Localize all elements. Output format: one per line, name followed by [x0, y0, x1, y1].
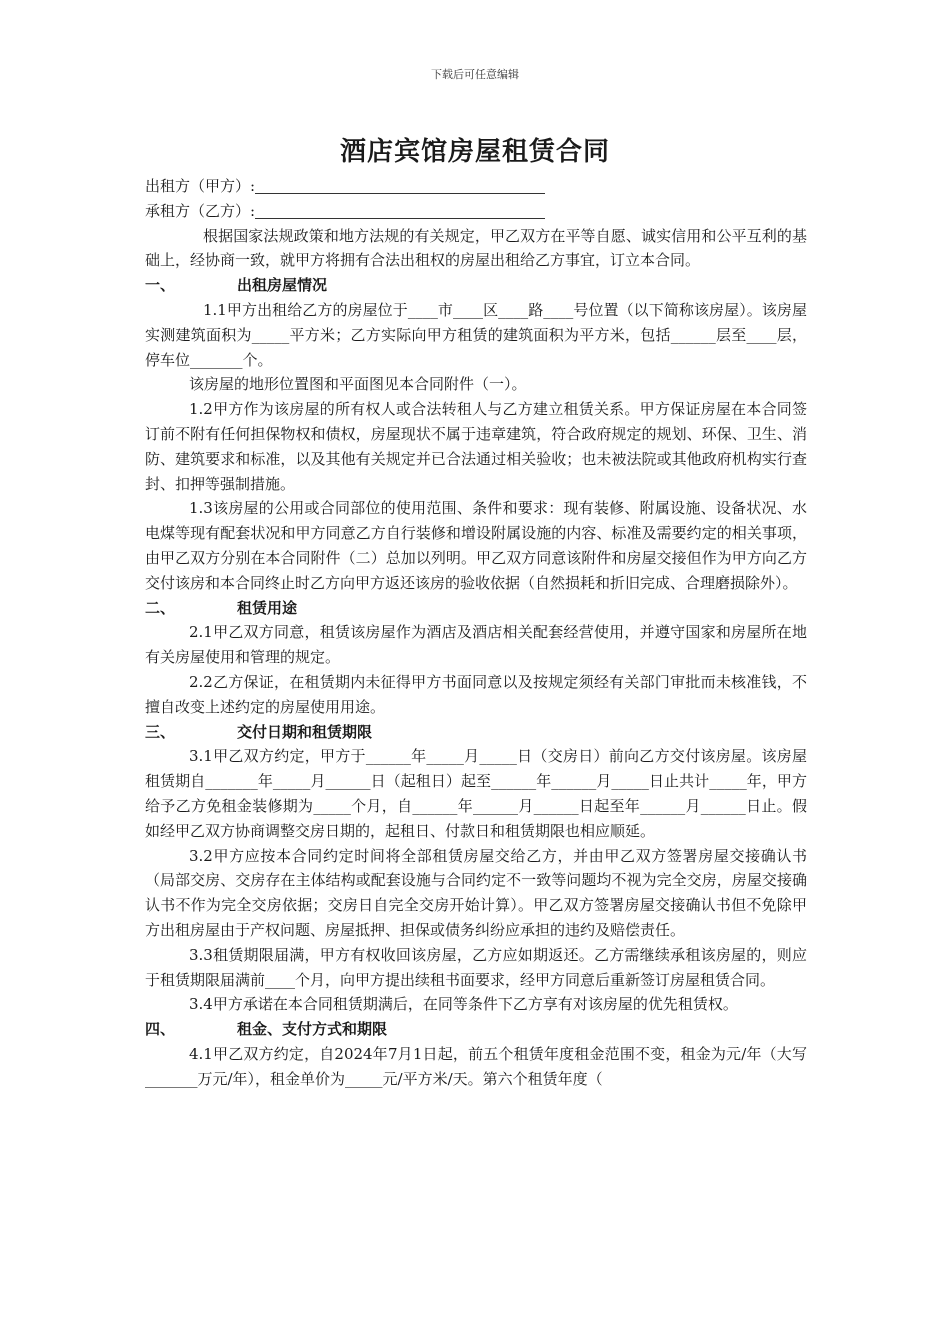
- section-title: 租赁用途: [237, 598, 298, 617]
- lessor-blank: [255, 177, 545, 194]
- section-heading: [145, 596, 807, 621]
- clause-paragraph: 3.4甲方承诺在本合同租赁期满后，在同等条件下乙方享有对该房屋的优先租赁权。: [189, 995, 738, 1014]
- clause-paragraph: 4.1甲乙双方约定，自2024年7月1日起，前五个租赁年度租金范围不变，租金为元/年（大写_______万元/年），租金单价为_____元/平方米/天。第六个租赁年度（: [145, 1044, 807, 1088]
- lessor-line: [145, 174, 807, 199]
- clause-paragraph: 该房屋的地形位置图和平面图见本合同附件（一）。: [189, 375, 527, 394]
- clause-paragraph: 3.3租赁期限届满，甲方有权收回该房屋，乙方应如期返还。乙方需继续承租该房屋的，则应于租赁期限届满前____个月，向甲方提出续租书面要求，经甲方同意后重新签订房屋租赁合同。: [145, 945, 807, 989]
- section-title: 交付日期和租赁期限: [237, 722, 373, 741]
- lessee-label: 承租方（乙方）:: [145, 201, 256, 220]
- clause-paragraph: 3.1甲乙双方约定，甲方于______年_____月_____日（交房日）前向乙方交付该房屋。该房屋租赁期自_______年_____月______日（起租日）起至______年______月_____日止共计_____年，甲方给予乙方免租金装修期为_____个月，自______年______月______日起至年______月______日止。假如经甲乙双方协商调整交房日期的，起租日、付款日和租赁期限也相应顺延。: [145, 747, 807, 840]
- lessee-blank: [255, 202, 545, 219]
- clause-paragraph: 3.2甲方应按本合同约定时间将全部租赁房屋交给乙方，并由甲乙双方签署房屋交接确认书（局部交房、交房存在主体结构或配套设施与合同约定不一致等问题均不视为完全交房，房屋交接确认书不作为完全交房依据；交房日自完全交房开始计算）。甲乙双方签署房屋交接确认书但不免除甲方出租房屋由于产权问题、房屋抵押、担保或债务纠纷应承担的违约及赔偿责任。: [145, 846, 807, 939]
- contract-body: [145, 174, 807, 1091]
- page-title: 酒店宾馆房屋租赁合同: [339, 137, 610, 167]
- section-number: 二、: [145, 598, 176, 617]
- lessee-line: [145, 199, 807, 224]
- section-number: 一、: [145, 276, 176, 295]
- lessor-label: 出租方（甲方）:: [145, 177, 256, 195]
- section-title: 出租房屋情况: [237, 276, 328, 295]
- section-heading: [145, 1017, 807, 1042]
- clause-paragraph: 2.2乙方保证，在租赁期内未征得甲方书面同意以及按规定须经有关部门审批而未核准钱，不擅自改变上述约定的房屋使用用途。: [145, 672, 807, 716]
- section-number: 三、: [145, 722, 176, 741]
- clause-paragraph: 1.3该房屋的公用或合同部位的使用范围、条件和要求：现有装修、附属设施、设备状况、水电煤等现有配套状况和甲方同意乙方自行装修和增设附属设施的内容、标准及需要约定的相关事项，由甲乙双方分别在本合同附件（二）总加以列明。甲乙双方同意该附件和房屋交接但作为甲方向乙方交付该房和本合同终止时乙方向甲方返还该房的验收依据（自然损耗和折旧完成、合理磨损除外）。: [145, 499, 807, 592]
- section-title: 租金、支付方式和期限: [237, 1020, 388, 1039]
- intro-paragraph: 根据国家法规政策和地方法规的有关规定，甲乙双方在平等自愿、诚实信用和公平互利的基础上，经协商一致，就甲方将拥有合法出租权的房屋出租给乙方事宜，订立本合同。: [145, 226, 807, 270]
- clause-paragraph: 1.1甲方出租给乙方的房屋位于____市____区____路____号位置（以下简称该房屋）。该房屋实测建筑面积为_____平方米；乙方实际向甲方租赁的建筑面积为平方米，包括______层至____层，停车位_______个。: [145, 300, 807, 369]
- section-heading: [145, 273, 807, 298]
- header-note: 下载后可任意编辑: [431, 68, 519, 81]
- clause-paragraph: 2.1甲乙双方同意，租赁该房屋作为酒店及酒店相关配套经营使用，并遵守国家和房屋所在地有关房屋使用和管理的规定。: [145, 623, 807, 667]
- section-heading: [145, 720, 807, 745]
- section-number: 四、: [145, 1020, 176, 1039]
- clause-paragraph: 1.2甲方作为该房屋的所有权人或合法转租人与乙方建立租赁关系。甲方保证房屋在本合同签订前不附有任何担保物权和债权，房屋现状不属于违章建筑，符合政府规定的规划、环保、卫生、消防、建筑要求和标准，以及其他有关规定并已合法通过相关验收；也未被法院或其他政府机构实行查封、扣押等强制措施。: [145, 400, 807, 493]
